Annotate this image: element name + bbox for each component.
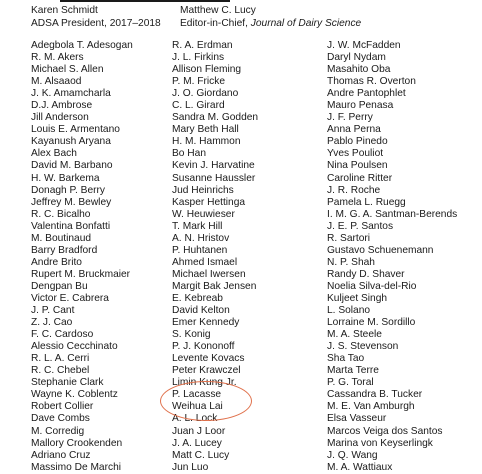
signatory-list-name: David M. Barbano (31, 160, 113, 172)
signatory-list-column-3 (327, 40, 457, 474)
signatory-list-name: F. C. Cardoso (31, 329, 94, 341)
signatory-list-name: Lorraine M. Sordillo (327, 317, 416, 329)
signatory-list-name: L. Solano (327, 305, 371, 317)
signatory-list-name: J. R. Roche (327, 184, 381, 196)
signatory-list-name: Dave Combs (31, 413, 90, 425)
signatory-list-name: Kevin J. Harvatine (172, 160, 255, 172)
signatory-list-name: Elsa Vasseur (327, 413, 387, 425)
signatory-list-name: R. Sartori (327, 232, 371, 244)
signatory-list-name: Jill Anderson (31, 112, 89, 124)
signatory-list-name: Juan J Loor (172, 425, 226, 437)
signatory-list-name: J. Q. Wang (327, 449, 378, 461)
signatory-list-name: Marcos Veiga dos Santos (327, 425, 443, 437)
signatory-name: Matthew C. Lucy (180, 5, 256, 16)
signatory-list-name: J. S. Stevenson (327, 341, 399, 353)
signatory-karen-schmidt (31, 5, 161, 30)
signatory-list-name: J. A. Lucey (172, 437, 222, 449)
signatory-list-name: Weihua Lai (172, 401, 223, 413)
signatory-list-name: Wayne K. Coblentz (31, 389, 118, 401)
signatory-list-name: Pablo Pinedo (327, 136, 388, 148)
signatory-list-name: J. F. Perry (327, 112, 373, 124)
signatory-list-name: Mary Beth Hall (172, 124, 239, 136)
signatory-name: Karen Schmidt (31, 5, 98, 16)
signatory-list-name: R. C. Bicalho (31, 208, 91, 220)
signatory-list-name: Mauro Penasa (327, 100, 394, 112)
signatory-list-name: R. A. Erdman (172, 40, 233, 51)
signatory-list-name: Kasper Hettinga (172, 196, 246, 208)
signatory-role: ADSA President, 2017–2018 (31, 17, 161, 29)
signatory-list-name: Ahmed Ismael (172, 256, 238, 268)
signatory-list-name: Andre Brito (31, 256, 82, 268)
signatory-list-name: P. Lacasse (172, 389, 222, 401)
signatory-list-name: Alex Bach (31, 148, 77, 160)
signatory-list-name: H. W. Barkema (31, 172, 100, 184)
signatory-list-name: Thomas R. Overton (327, 76, 416, 88)
signatory-list-name: Rupert M. Bruckmaier (31, 268, 131, 280)
signatory-list-name: D.J. Ambrose (31, 100, 93, 112)
signatory-list-name: Levente Kovacs (172, 353, 245, 365)
signatory-list-name: Marina von Keyserlingk (327, 437, 433, 449)
signatory-list-name: R. C. Chebel (31, 365, 90, 377)
signatory-list-name: Michael S. Allen (31, 64, 104, 76)
signatory-list-name: Kayanush Aryana (31, 136, 111, 148)
journal-title: Journal of Dairy Science (250, 17, 362, 29)
signatory-matthew-lucy (180, 5, 361, 30)
signatory-list-name: Dengpan Bu (31, 280, 88, 292)
signatory-list-name: J. E. P. Santos (327, 220, 394, 232)
signatory-list-name: Louis E. Armentano (31, 124, 120, 136)
signatory-list-name: P. J. Kononoff (172, 341, 235, 353)
signatory-list-name: Z. J. Cao (31, 317, 73, 329)
signatory-list-name: T. Mark Hill (172, 220, 223, 232)
signatory-list-name: Sandra M. Godden (172, 112, 259, 124)
signatory-list-name: Nina Poulsen (327, 160, 388, 172)
signatory-list-name: Pamela L. Ruegg (327, 196, 406, 208)
signatory-list-name: David Kelton (172, 305, 230, 317)
signatory-list-name: Anna Perna (327, 124, 381, 136)
signatory-list-name: M. Corredig (31, 425, 85, 437)
signatory-list-name: Allison Fleming (172, 64, 242, 76)
signatory-list-name: Barry Bradford (31, 244, 98, 256)
signatory-list-name: Cassandra B. Tucker (327, 389, 423, 401)
signatory-list-name: Randy D. Shaver (327, 268, 405, 280)
signatory-role (180, 18, 361, 31)
signatory-list-name: Jud Heinrichs (172, 184, 234, 196)
signatory-list-name: E. Kebreab (172, 292, 223, 304)
signatory-list-name: R. L. A. Cerri (31, 353, 90, 365)
signatory-list-name: S. Konig (172, 329, 211, 341)
signatory-list-name: Margit Bak Jensen (172, 280, 257, 292)
signatory-list-name: Peter Krawczel (172, 365, 241, 377)
cropped-heading-text (60, 0, 230, 2)
signatory-list-name: Daryl Nydam (327, 52, 386, 64)
signatory-list-name: Stephanie Clark (31, 377, 104, 389)
signatory-list-name: Noelia Silva-del-Rio (327, 280, 417, 292)
signatory-list-name: M. Alsaaod (31, 76, 82, 88)
signatory-list-name: I. M. G. A. Santman-Berends (327, 208, 458, 220)
signatory-list-name: Masahito Oba (327, 64, 391, 76)
signatory-list-name: Valentina Bonfatti (31, 220, 111, 232)
signatory-list-name: C. L. Girard (172, 100, 225, 112)
signatory-list-name: Jun Luo (172, 461, 209, 473)
signatory-list-name: Yves Pouliot (327, 148, 384, 160)
signatory-list-name: Gustavo Schuenemann (327, 244, 434, 256)
signatory-list-name: Susanne Haussler (172, 172, 256, 184)
signatory-list-name: Massimo De Marchi (31, 461, 122, 473)
role-prefix: Editor-in-Chief, (180, 17, 251, 29)
signatory-list-name: P. Huhtanen (172, 244, 228, 256)
signatory-list-name: A. L. Lock (172, 413, 218, 425)
signatory-list-name: Matt C. Lucy (172, 449, 230, 461)
signatory-list-name: Jeffrey M. Bewley (31, 196, 112, 208)
signatory-list-name: Emer Kennedy (172, 317, 240, 329)
signatory-list-name: Adriano Cruz (31, 449, 91, 461)
signatory-list-name: N. P. Shah (327, 256, 375, 268)
signatory-list-name: Robert Collier (31, 401, 94, 413)
signatory-list-name: P. M. Fricke (172, 76, 226, 88)
signatory-list-name: R. M. Akers (31, 52, 84, 64)
signatory-list-name: W. Heuwieser (172, 208, 235, 220)
signatory-list-name: M. A. Wattiaux (327, 461, 393, 473)
signatory-list-name: M. E. Van Amburgh (327, 401, 415, 413)
signatory-list-name: J. K. Amamcharla (31, 88, 111, 100)
signatory-list-name: Michael Iwersen (172, 268, 246, 280)
signatory-list-name: Sha Tao (327, 353, 365, 365)
signatory-list-name: Andre Pantophlet (327, 88, 406, 100)
signatory-list-name: Caroline Ritter (327, 172, 393, 184)
signatory-list-column-1 (31, 40, 133, 474)
signatory-list-name: M. A. Steele (327, 329, 382, 341)
signatory-list-name: Adegbola T. Adesogan (31, 40, 133, 51)
signatory-list-name: Alessio Cecchinato (31, 341, 118, 353)
signatory-list-name: Marta Terre (327, 365, 379, 377)
signatory-list-name: H. M. Hammon (172, 136, 241, 148)
signatory-list-name: Limin Kung Jr. (172, 377, 237, 389)
signatory-list-name: J. O. Giordano (172, 88, 239, 100)
signatory-list-name: Mallory Crookenden (31, 437, 123, 449)
signatory-list-name: J. L. Firkins (172, 52, 225, 64)
signatory-list-name: P. G. Toral (327, 377, 374, 389)
signatory-list-name: Victor E. Cabrera (31, 292, 109, 304)
signatory-list-name: M. Boutinaud (31, 232, 92, 244)
signatory-list-name: Donagh P. Berry (31, 184, 105, 196)
signatory-list-name: J. W. McFadden (327, 40, 401, 51)
signatory-list-name: Kuljeet Singh (327, 292, 388, 304)
signatory-list-name: J. P. Cant (31, 305, 75, 317)
hand-drawn-circle-annotation (160, 381, 252, 421)
signatory-list-name: A. N. Hristov (172, 232, 230, 244)
signatory-list-name: Bo Han (172, 148, 206, 160)
